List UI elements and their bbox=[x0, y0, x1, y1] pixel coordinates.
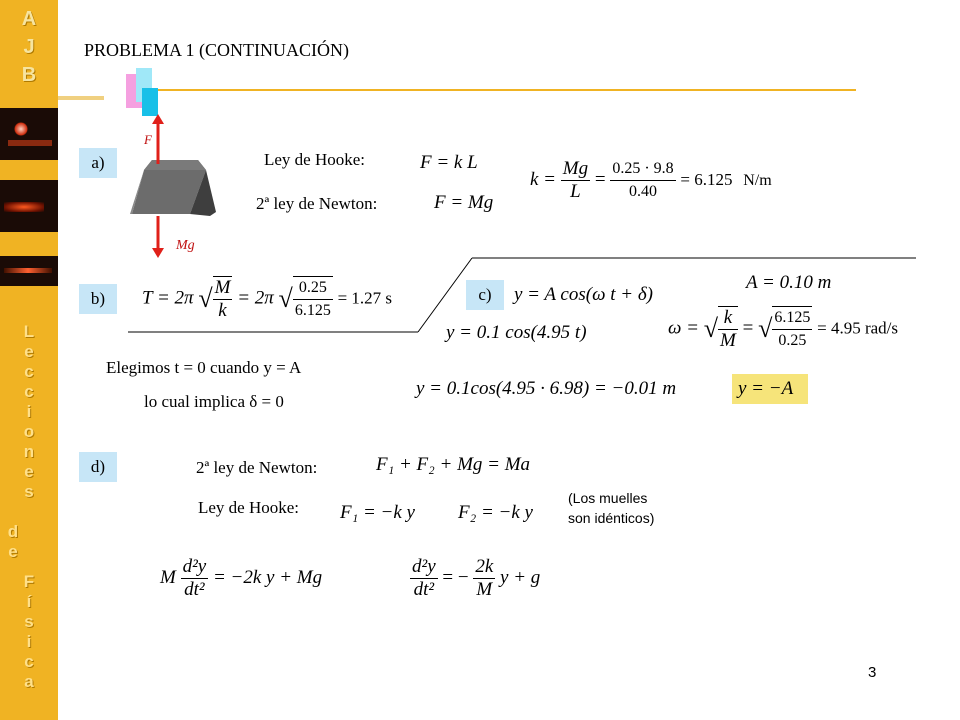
k-den1: L bbox=[570, 181, 581, 202]
de2-rhs: y + g bbox=[500, 566, 541, 588]
sidebar-photo-3 bbox=[0, 256, 58, 286]
series-letter: c bbox=[24, 362, 34, 381]
force-down-label: Mg bbox=[176, 238, 195, 253]
omega-num2: 6.125 bbox=[772, 307, 812, 330]
header-rule bbox=[156, 89, 856, 91]
T-lhs: T = 2π bbox=[142, 287, 194, 309]
de2-den: dt² bbox=[413, 579, 435, 600]
page-title: PROBLEMA 1 (CONTINUACIÓN) bbox=[84, 40, 349, 60]
section-b-label: b) bbox=[79, 284, 117, 314]
section-c-label: c) bbox=[466, 280, 504, 310]
de1-den: dt² bbox=[184, 579, 205, 600]
T-result: = 1.27 s bbox=[337, 288, 393, 308]
de1-num: d²y bbox=[182, 556, 207, 577]
subject-letter: i bbox=[26, 632, 32, 651]
eq-period: T = 2π √ $\frac{M}{k}$ = 2π √ $\frac{0.25}{6.125}$ = 1.27 s bbox=[142, 277, 393, 321]
eq-evaluated: y = 0.1cos(4.95 · 6.98) = −0.01 m bbox=[416, 378, 677, 399]
series-letter: e bbox=[24, 462, 34, 481]
series-letter: s bbox=[24, 482, 34, 501]
hooke-law-label: Ley de Hooke: bbox=[264, 150, 366, 169]
sidebar bbox=[0, 0, 58, 720]
eq-omega: ω = √ $\frac{k}{M}$ = √ $\frac{6.125}{0.25}$ = 4.95 rad/s bbox=[668, 307, 898, 351]
subject-letter: a bbox=[24, 672, 34, 691]
eq-general-oscillation: y = A cos(ω t + δ) bbox=[514, 284, 654, 305]
omega-num1: k bbox=[718, 307, 738, 330]
omega-den2: 0.25 bbox=[778, 332, 807, 349]
de1-rhs: = −2k y + Mg bbox=[212, 566, 323, 588]
de2-num2: 2k bbox=[475, 556, 494, 577]
eq-hooke: F = k L bbox=[420, 152, 478, 173]
choice-line-1: Elegimos t = 0 cuando y = A bbox=[106, 358, 302, 377]
choice-line-2: lo cual implica δ = 0 bbox=[144, 392, 284, 411]
section-d-label: d) bbox=[79, 452, 117, 482]
k-num2: 0.25 · 9.8 bbox=[610, 158, 675, 181]
de2-den2: M bbox=[476, 579, 493, 600]
sidebar-photo-1 bbox=[0, 108, 58, 160]
section-a-label: a) bbox=[79, 148, 117, 178]
eq-differential-1 bbox=[160, 556, 322, 601]
series-letter: n bbox=[23, 442, 35, 461]
newton-law-label-d: 2ª ley de Newton: bbox=[196, 458, 318, 477]
k-lhs: k = bbox=[530, 168, 557, 190]
series-letter: c bbox=[24, 382, 34, 401]
subject-letter: F bbox=[23, 572, 35, 591]
de2-num: d²y bbox=[412, 556, 436, 577]
omega-eq: = bbox=[742, 317, 754, 339]
de1-coef: M bbox=[160, 566, 176, 588]
de2-mid: = − bbox=[442, 566, 469, 588]
k-result: = 6.125 bbox=[680, 169, 733, 189]
T-num1: M bbox=[214, 277, 231, 298]
omega-den1: M bbox=[720, 330, 736, 351]
T-den2: 6.125 bbox=[294, 302, 331, 319]
omega-result: = 4.95 rad/s bbox=[817, 318, 898, 338]
k-unit: N/m bbox=[743, 171, 772, 189]
eq-f1: F₁ = −k y bbox=[340, 502, 415, 523]
brand-letter: A bbox=[21, 8, 37, 30]
subject-letter: s bbox=[24, 612, 34, 631]
eq-amplitude: A = 0.10 m bbox=[746, 272, 832, 293]
k-num1: Mg bbox=[562, 158, 589, 179]
T-num2: 0.25 bbox=[293, 277, 333, 300]
newton-law-label: 2ª ley de Newton: bbox=[256, 194, 378, 213]
subject-letter: í bbox=[26, 592, 32, 611]
T-mid: = 2π bbox=[237, 287, 274, 309]
eq-newton: F = Mg bbox=[434, 192, 494, 213]
eq-f2: F₂ = −k y bbox=[458, 502, 533, 523]
note-line-1: (Los muelles bbox=[568, 490, 648, 506]
block-force-diagram bbox=[120, 112, 230, 262]
connector-letter: e bbox=[8, 542, 18, 561]
subject-letter: c bbox=[24, 652, 34, 671]
eq-differential-2 bbox=[410, 556, 540, 601]
T-den1: k bbox=[218, 300, 227, 321]
hooke-law-label-d: Ley de Hooke: bbox=[198, 498, 300, 517]
brand-letter: B bbox=[21, 64, 37, 86]
connector-letter: d bbox=[7, 522, 19, 541]
note-line-2: son idénticos) bbox=[568, 510, 655, 526]
eq-specific-oscillation: y = 0.1 cos(4.95 t) bbox=[446, 322, 587, 343]
sidebar-photo-2 bbox=[0, 180, 58, 232]
eq-newton-d: F₁ + F₂ + Mg = Ma bbox=[376, 454, 531, 475]
header-rule-short bbox=[58, 96, 104, 100]
omega-lhs: ω = bbox=[668, 317, 699, 339]
page-number: 3 bbox=[868, 664, 877, 681]
series-letter: L bbox=[23, 322, 35, 341]
k-den2: 0.40 bbox=[628, 183, 657, 200]
eq-k-value: k = $\frac{Mg}{L}$ = $\frac{0.25 \cdot 9.8}{0.40}$ = 6.125 N/m bbox=[530, 158, 772, 202]
series-letter: o bbox=[23, 422, 35, 441]
brand-letter: J bbox=[23, 36, 35, 58]
series-letter: e bbox=[24, 342, 34, 361]
result-highlight: y = −A bbox=[732, 374, 808, 404]
force-up-label: F bbox=[144, 132, 152, 147]
series-letter: i bbox=[26, 402, 32, 421]
